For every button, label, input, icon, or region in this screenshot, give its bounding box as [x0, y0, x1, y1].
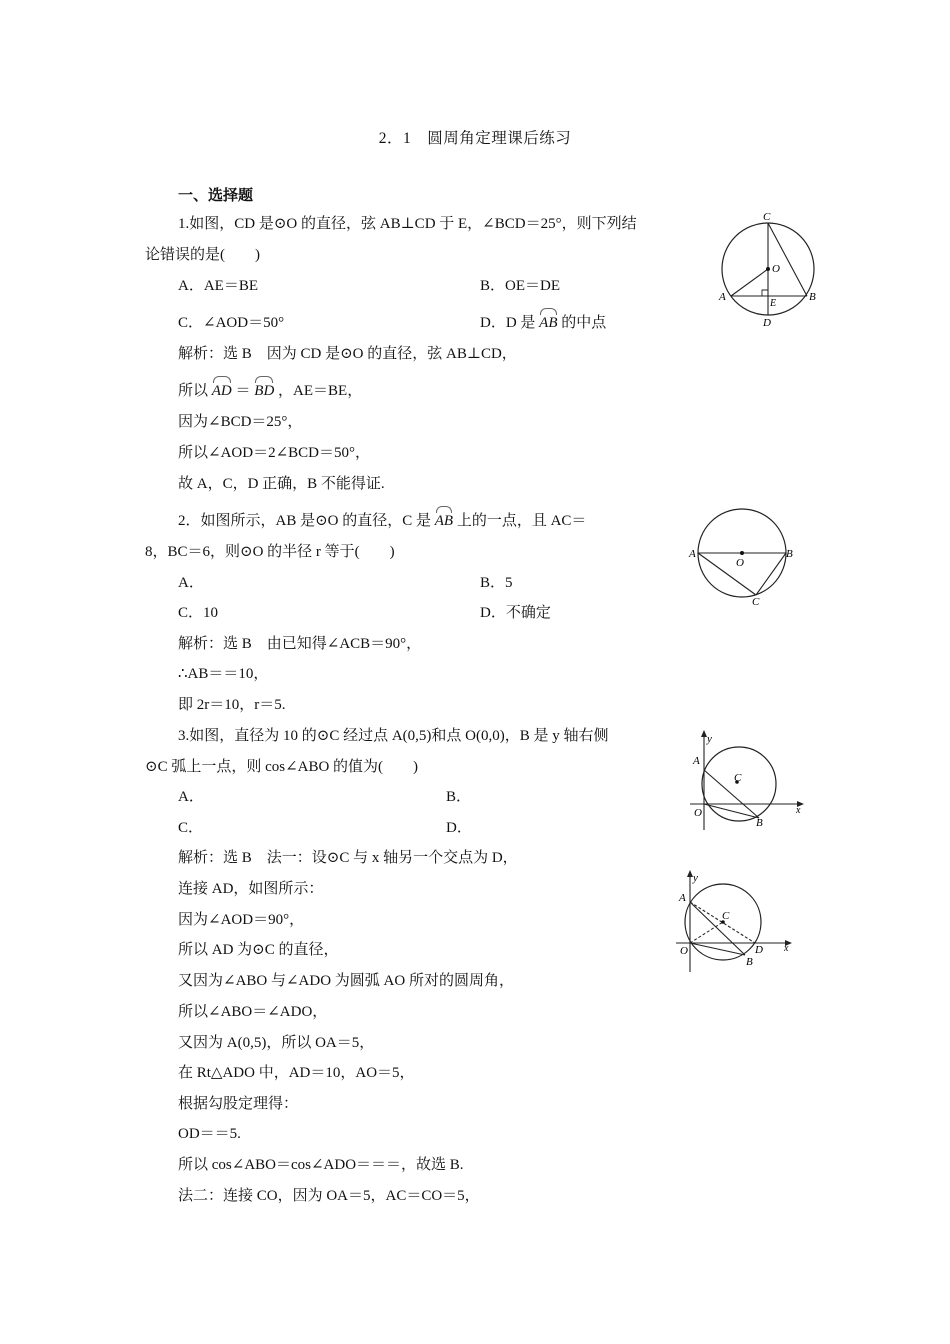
label-o: O — [694, 807, 702, 819]
label-c: C — [763, 211, 771, 223]
label-b: B — [756, 817, 763, 829]
q2-option-c: C．10 — [178, 605, 219, 621]
label-o: O — [772, 263, 780, 275]
segment-oc-dashed — [690, 922, 723, 943]
label-x: x — [784, 943, 789, 954]
label-e: E — [770, 298, 777, 309]
q3-answer-line11: 所以 cos∠ABO＝cos∠ADO＝＝＝，故选 B. — [178, 1157, 464, 1173]
q1-option-a: A．AE＝BE — [178, 278, 258, 294]
label-c: C — [734, 772, 742, 784]
label-o: O — [736, 557, 744, 569]
figure-q3-solution-circle — [672, 866, 798, 976]
label-c: C — [722, 910, 730, 922]
label-o: O — [680, 945, 688, 957]
segment-ac — [698, 553, 756, 595]
q1-stem-line1: 1.如图，CD 是⊙O 的直径，弦 AB⊥CD 于 E，∠BCD＝25°，则下列结 — [178, 216, 637, 232]
arc-ab-label: AB — [539, 315, 558, 331]
q3-answer-line8: 在 Rt△ADO 中，AD＝10，AO＝5， — [178, 1065, 415, 1081]
q3-answer-line12: 法二：连接 CO，因为 OA＝5，AC＝CO＝5， — [178, 1188, 480, 1204]
label-b: B — [809, 291, 816, 303]
label-a: A — [719, 291, 726, 303]
arc-bd-label: BD — [254, 383, 275, 399]
label-y: y — [707, 733, 712, 745]
q2-stem-suffix: 上的一点，且 AC＝ — [456, 513, 587, 529]
q2-stem-line2: 8，BC＝6，则⊙O 的半径 r 等于( ) — [145, 544, 395, 560]
center-dot — [740, 551, 744, 555]
label-d: D — [755, 944, 763, 956]
label-y: y — [693, 872, 698, 884]
q1-answer-line2 — [178, 381, 362, 401]
q3-answer-line5: 又因为∠ABO 与∠ADO 为圆弧 AO 所对的圆周角， — [178, 973, 514, 989]
q3-option-b: B． — [446, 789, 472, 805]
q1-answer-line2-suffix: ，AE＝BE， — [278, 383, 363, 399]
segment-ao — [731, 269, 768, 296]
q3-answer-line4: 所以 AD 为⊙C 的直径， — [178, 942, 339, 958]
q3-stem-line1: 3.如图，直径为 10 的⊙C 经过点 A(0,5)和点 O(0,0)，B 是 y 轴右侧 — [178, 728, 609, 744]
q1-answer-line5: 故 A，C，D 正确，B 不能得证. — [178, 476, 385, 492]
page-title: 2．1 圆周角定理课后练习 — [378, 130, 572, 147]
label-a: A — [689, 548, 696, 560]
label-d: D — [763, 317, 771, 329]
q3-answer-line9: 根据勾股定理得： — [178, 1096, 299, 1112]
q1-stem-line2: 论错误的是( ) — [145, 247, 260, 263]
section-heading: 一、选择题 — [178, 188, 254, 204]
arc-ad-label: AD — [211, 383, 232, 399]
q1-option-b: B．OE＝DE — [480, 278, 560, 294]
q1-option-d — [480, 313, 606, 333]
q2-option-a: A． — [178, 575, 204, 591]
q3-stem-line2: ⊙C 弧上一点，则 cos∠ABO 的值为( ) — [145, 759, 419, 775]
q2-answer-line1: 解析：选 B 由已知得∠ACB＝90°， — [178, 636, 422, 652]
equals-sign: ＝ — [235, 383, 251, 399]
segment-bc — [756, 553, 786, 595]
q2-stem-prefix: 2．如图所示，AB 是⊙O 的直径，C 是 — [178, 513, 431, 529]
label-c: C — [752, 596, 760, 608]
q1-answer-line3: 因为∠BCD＝25°， — [178, 414, 303, 430]
label-a: A — [693, 755, 700, 767]
q3-answer-line6: 所以∠ABO＝∠ADO， — [178, 1004, 328, 1020]
q3-option-c: C． — [178, 820, 204, 836]
q2-option-d: D．不确定 — [480, 605, 551, 621]
q3-answer-line10: OD＝＝5. — [178, 1126, 241, 1142]
figure-q1-circle — [710, 208, 830, 334]
figure-q3-coordinate-circle — [684, 726, 810, 834]
q2-option-b: B．5 — [480, 575, 513, 591]
arc-ab-label: AB — [434, 513, 454, 529]
q3-answer-line7: 又因为 A(0,5)，所以 OA＝5， — [178, 1035, 375, 1051]
q2-stem-line1 — [178, 511, 586, 531]
q3-answer-line2: 连接 AD，如图所示： — [178, 881, 324, 897]
segment-cb — [768, 223, 807, 296]
q1-option-c: C．∠AOD＝50° — [178, 315, 285, 331]
q1-answer-line1: 解析：选 B 因为 CD 是⊙O 的直径，弦 AB⊥CD， — [178, 346, 517, 362]
figure-q2-circle — [684, 506, 804, 610]
q3-answer-line1: 解析：选 B 法一：设⊙C 与 x 轴另一个交点为 D， — [178, 850, 518, 866]
segment-ob — [690, 943, 745, 955]
label-a: A — [679, 892, 686, 904]
q3-answer-line3: 因为∠AOD＝90°， — [178, 912, 305, 928]
q1-answer-line4: 所以∠AOD＝2∠BCD＝50°， — [178, 445, 370, 461]
label-x: x — [796, 805, 801, 816]
q1-answer-line2-prefix: 所以 — [178, 383, 209, 399]
q1-option-d-suffix: 的中点 — [561, 315, 607, 331]
center-dot — [766, 267, 770, 271]
label-b: B — [746, 956, 753, 968]
right-angle-mark — [762, 290, 768, 296]
q2-answer-line2: ∴AB＝＝10， — [178, 666, 269, 682]
segment-ab — [690, 902, 745, 955]
q2-answer-line3: 即 2r＝10，r＝5. — [178, 697, 286, 713]
label-b: B — [786, 548, 793, 560]
q1-option-d-prefix: D．D 是 — [480, 315, 536, 331]
circle-c — [702, 747, 776, 821]
q3-option-a: A． — [178, 789, 204, 805]
q3-option-d: D． — [446, 820, 472, 836]
